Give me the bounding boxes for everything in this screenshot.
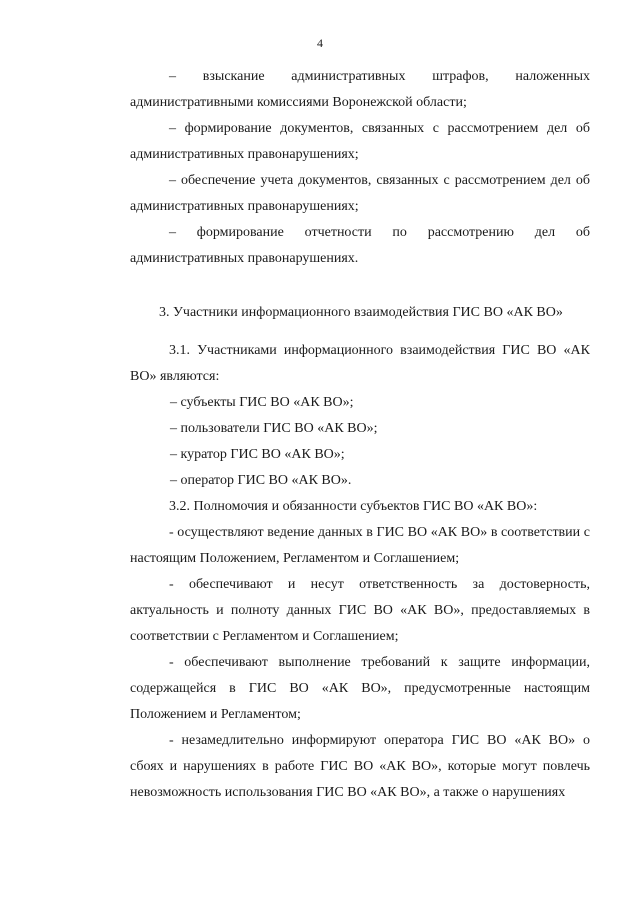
section-heading: 3. Участники информационного взаимодействия ГИС ВО «АК ВО» [159,305,563,320]
duty-data-responsibility: - обеспечивают и несут ответственность за достоверность, актуальность и полноту данных ГИС ВО «АК ВО», предоставляемых в соответствии с Регламентом и Соглашением; [130,577,590,644]
duty-failure-reporting: - незамедлительно информируют оператора ГИС ВО «АК ВО» о сбоях и нарушениях в работе ГИС ВО «АК ВО», которые могут повлечь невозможность использования ГИС ВО «АК ВО», а также о нарушениях [130,733,590,800]
section-spacer [130,272,590,300]
page-number: 4 [317,36,323,50]
duty-data-maintenance: - осуществляют ведение данных в ГИС ВО «АК ВО» в соответствии с настоящим Положением, Регламентом и Соглашением; [130,525,590,566]
intro-item-accounting: – обеспечение учета документов, связанных с рассмотрением дел об административных правонарушениях; [130,173,590,214]
intro-item-documents: – формирование документов, связанных с рассмотрением дел об административных правонарушениях; [130,121,590,162]
participant-subjects: – субъекты ГИС ВО «АК ВО»; [170,395,354,410]
clause-3-1: 3.1. Участниками информационного взаимодействия ГИС ВО «АК ВО» являются: [130,343,590,384]
clause-3-2: 3.2. Полномочия и обязанности субъектов ГИС ВО «АК ВО»: [169,499,538,514]
clause-spacer [130,326,590,338]
participant-operator: – оператор ГИС ВО «АК ВО». [170,473,352,488]
document-body [130,64,590,806]
duty-data-protection: - обеспечивают выполнение требований к защите информации, содержащейся в ГИС ВО «АК ВО», предусмотренные настоящим Положением и Регламентом; [130,655,590,722]
participant-curator: – куратор ГИС ВО «АК ВО»; [170,447,345,462]
intro-item-reporting: – формирование отчетности по рассмотрению дел об административных правонарушениях. [130,225,590,266]
participant-users: – пользователи ГИС ВО «АК ВО»; [170,421,378,436]
intro-item-fines: – взыскание административных штрафов, наложенных административными комиссиями Воронежской области; [130,69,590,110]
